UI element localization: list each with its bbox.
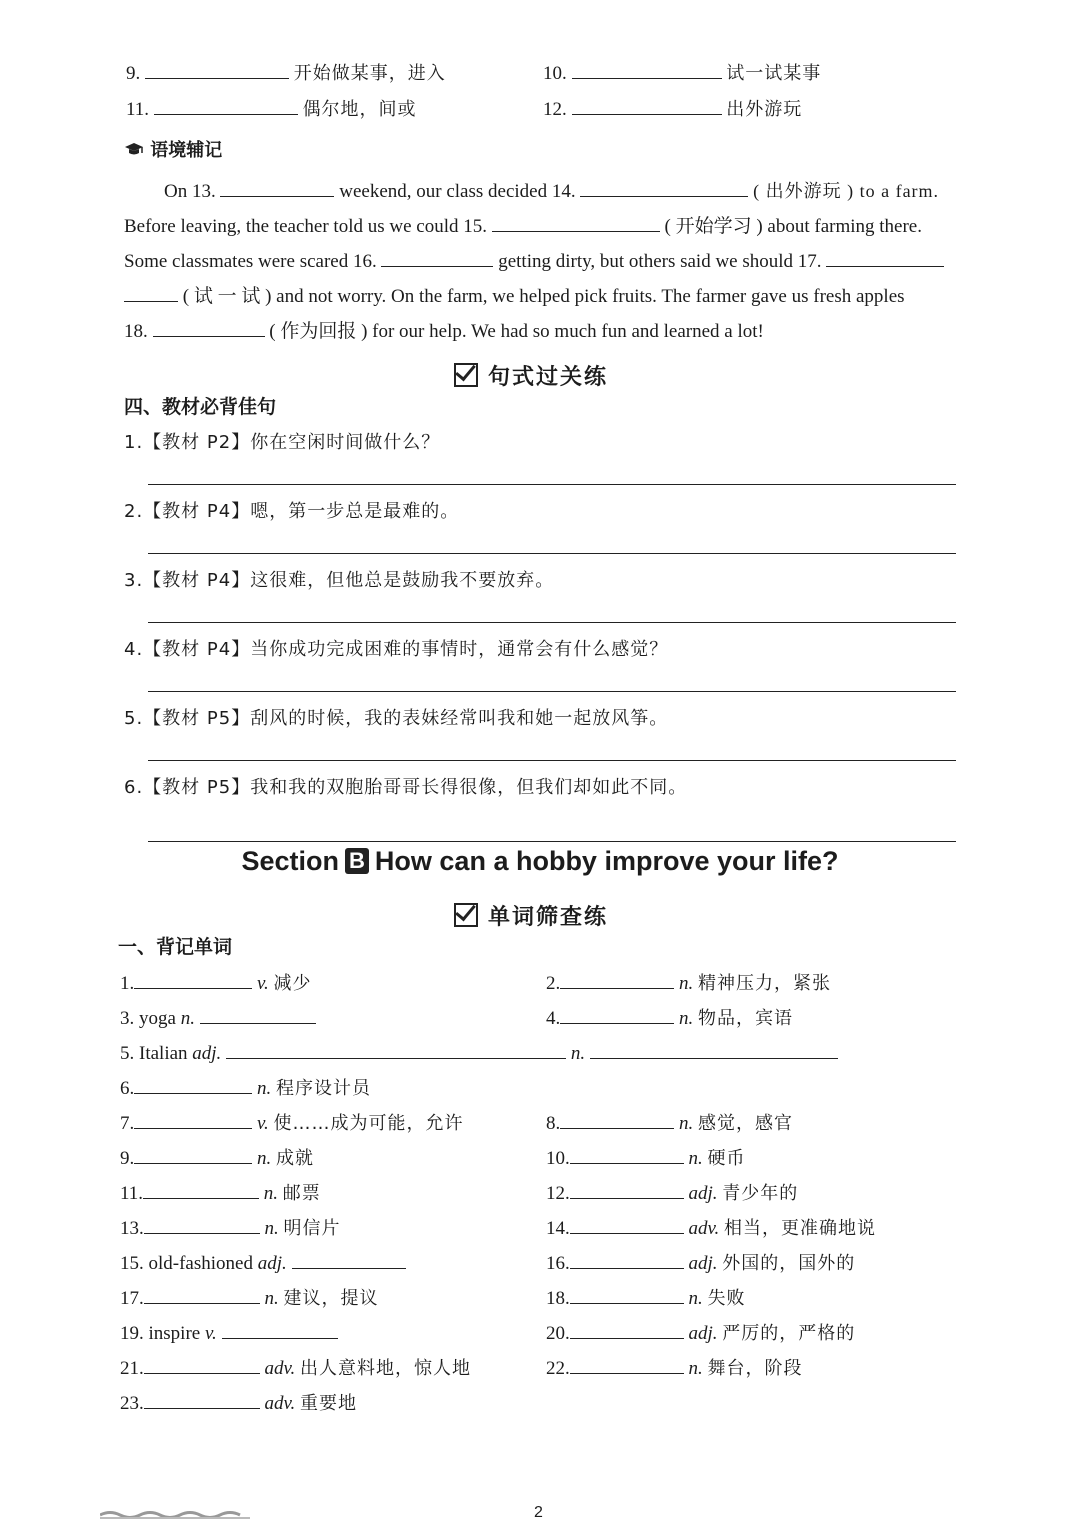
answer-blank[interactable] (560, 1003, 674, 1024)
answer-blank[interactable] (143, 1178, 259, 1199)
answer-blank[interactable] (144, 1353, 260, 1374)
answer-blank[interactable] (570, 1178, 684, 1199)
answer-blank[interactable] (134, 1073, 252, 1094)
answer-blank[interactable] (144, 1213, 260, 1234)
answer-blank[interactable] (134, 1143, 252, 1164)
word-item-3: 3. yoga n. (120, 1003, 316, 1031)
word-item-17: 17. n. 建议，提议 (120, 1283, 379, 1311)
context-passage (124, 176, 956, 346)
word-item-6: 6. n. 程序设计员 (120, 1073, 371, 1101)
passage-line-1: On 13. weekend, our class decided 14. ( 出外游玩 ) to a farm. (164, 176, 939, 203)
word-heading: 一、背记单词 (118, 936, 233, 958)
answer-blank[interactable] (570, 1283, 684, 1304)
answer-line[interactable] (148, 622, 956, 623)
sentence-item: 5.【教材 P5】刮风的时候，我的表妹经常叫我和她一起放风筝。 (124, 708, 669, 729)
sentence-item: 3.【教材 P4】这很难，但他总是鼓励我不要放弃。 (124, 570, 555, 591)
answer-blank[interactable] (572, 58, 722, 79)
word-item-1: 1. v. 减少 (120, 968, 312, 996)
answer-blank[interactable] (134, 1108, 252, 1129)
passage-line-5: 18. ( 作为回报 ) for our help. We had so much fun and learned a lot! (124, 316, 764, 343)
answer-line[interactable] (148, 841, 956, 842)
section-letter-badge: B (345, 848, 369, 874)
context-memory-title: 语境辅记 (124, 136, 222, 162)
answer-blank[interactable] (144, 1283, 260, 1304)
sentence-item: 4.【教材 P4】当你成功完成困难的事情时，通常会有什么感觉？ (124, 639, 669, 660)
word-item-10: 10. n. 硬币 (546, 1143, 746, 1171)
phrase-11: 11. 偶尔地，间或 (126, 94, 417, 122)
answer-blank[interactable] (572, 94, 722, 115)
phrase-9: 9. 开始做某事，进入 (126, 58, 446, 86)
word-item-19: 19. inspire v. (120, 1318, 338, 1346)
passage-line-2: Before leaving, the teacher told us we could 15. ( 开始学习 ) about farming there. (124, 211, 922, 238)
passage-line-4: ( 试 一 试 ) and not worry. On the farm, we helped pick fruits. The farmer gave us fresh apples (124, 281, 905, 308)
word-item-14: 14. adv. 相当，更准确地说 (546, 1213, 876, 1241)
answer-blank[interactable] (570, 1248, 684, 1269)
answer-blank[interactable] (570, 1143, 684, 1164)
phrase-12: 12. 出外游玩 (543, 94, 802, 122)
answer-blank[interactable] (580, 176, 748, 197)
answer-blank[interactable] (590, 1038, 838, 1059)
answer-blank[interactable] (570, 1318, 684, 1339)
phrase-10: 10. 试一试某事 (543, 58, 821, 86)
word-item-8: 8. n. 感觉，感官 (546, 1108, 793, 1136)
word-item-7: 7. v. 使……成为可能，允许 (120, 1108, 464, 1136)
answer-blank[interactable] (153, 316, 265, 337)
answer-blank[interactable] (134, 968, 252, 989)
word-item-16: 16. adj. 外国的，国外的 (546, 1248, 855, 1276)
answer-blank[interactable] (292, 1248, 406, 1269)
answer-blank[interactable] (570, 1353, 684, 1374)
sentence-item: 6.【教材 P5】我和我的双胞胎哥哥长得很像，但我们却如此不同。 (124, 777, 688, 798)
answer-blank[interactable] (144, 1388, 260, 1409)
word-item-13: 13. n. 明信片 (120, 1213, 341, 1241)
answer-blank[interactable] (570, 1213, 684, 1234)
word-item-12: 12. adj. 青少年的 (546, 1178, 798, 1206)
sentence-item: 1.【教材 P2】你在空闲时间做什么？ (124, 432, 441, 453)
answer-line[interactable] (148, 760, 956, 761)
graduation-cap-icon (124, 142, 144, 158)
answer-blank[interactable] (492, 211, 660, 232)
word-practice-title: 单词筛查练 (454, 900, 608, 931)
word-item-23: 23. adv. 重要地 (120, 1388, 357, 1416)
sentence-heading: 四、教材必背佳句 (124, 396, 277, 418)
answer-blank[interactable] (222, 1318, 338, 1339)
answer-blank[interactable] (124, 281, 178, 302)
sentence-item: 2.【教材 P4】嗯，第一步总是最难的。 (124, 501, 460, 522)
word-item-22: 22. n. 舞台，阶段 (546, 1353, 803, 1381)
answer-blank[interactable] (145, 58, 289, 79)
answer-blank[interactable] (560, 968, 674, 989)
word-item-21: 21. adv. 出人意料地，惊人地 (120, 1353, 471, 1381)
answer-line[interactable] (148, 691, 956, 692)
word-item-15: 15. old-fashioned adj. (120, 1248, 406, 1276)
page-number: 2 (534, 1504, 543, 1521)
section-b-title: Section B How can a hobby improve your life? (241, 846, 839, 876)
word-item-11: 11. n. 邮票 (120, 1178, 321, 1206)
checkbox-icon (454, 363, 478, 387)
word-item-2: 2. n. 精神压力，紧张 (546, 968, 831, 996)
sentence-practice-title: 句式过关练 (454, 360, 608, 391)
answer-line[interactable] (148, 553, 956, 554)
answer-blank[interactable] (226, 1038, 566, 1059)
answer-blank[interactable] (381, 246, 493, 267)
answer-blank[interactable] (200, 1003, 316, 1024)
word-item-20: 20. adj. 严厉的，严格的 (546, 1318, 855, 1346)
checkbox-icon (454, 903, 478, 927)
answer-line[interactable] (148, 484, 956, 485)
word-item-5: 5. Italian adj. n. (120, 1038, 838, 1066)
answer-blank[interactable] (154, 94, 298, 115)
answer-blank[interactable] (826, 246, 944, 267)
word-item-9: 9. n. 成就 (120, 1143, 314, 1171)
passage-line-3: Some classmates were scared 16. getting dirty, but others said we should 17. (124, 246, 944, 273)
word-item-18: 18. n. 失败 (546, 1283, 746, 1311)
footer-watermark-scribble (100, 1508, 252, 1522)
answer-blank[interactable] (560, 1108, 674, 1129)
word-item-4: 4. n. 物品，宾语 (546, 1003, 793, 1031)
answer-blank[interactable] (220, 176, 334, 197)
